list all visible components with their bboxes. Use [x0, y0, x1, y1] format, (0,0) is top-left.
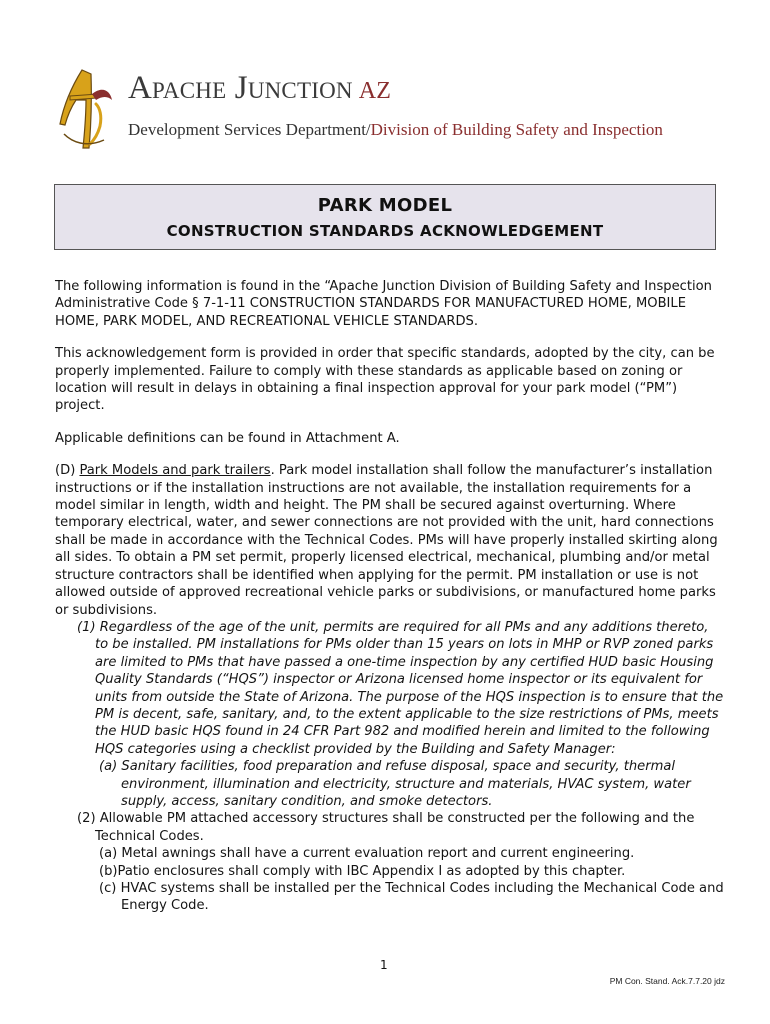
section-d-prefix: (D)	[55, 463, 80, 479]
item-2b: (b)Patio enclosures shall comply with IBC Appendix I as adopted by this chapter.	[99, 863, 626, 879]
org-name	[128, 70, 391, 107]
document-title: PARK MODEL	[317, 195, 453, 216]
item-2: (2) Allowable PM attached accessory structures shall be constructed per the following and the Technical Codes.	[77, 811, 695, 844]
item-1: (1) Regardless of the age of the unit, permits are required for all PMs and any additions thereto, to be installed. PM installations for PMs older than 15 years on lots in MHP or RVP zoned parks are limited to PMs that have passed a one-time inspection by any certified HUD basic Housing Quality Standards (“HQS”) inspector or Arizona licensed home inspector or its equivalent for units from outside the State of Arizona. The purpose of the HQS inspection is to ensure that the PM is decent, safe, sanitary, and, to the extent applicable to the size restrictions of PMs, meets the HUD basic HQS found in 24 CFR Part 982 and modified herein and limited to the following HQS categories using a checklist provided by the Building and Safety Manager:	[77, 619, 724, 757]
section-d-text: . Park model installation shall follow the manufacturer’s installation instructions or if the installation instructions are not available, the installation requirements for a model similar in length, width and height. The PM shall be secured against overturning. Where temporary electrical, water, and sewer connections are not provided with the unit, hard connections shall be made in accordance with the Technical Codes. PMs will have properly installed skirting along all sides. To obtain a PM set permit, properly licensed electrical, mechanical, plumbing and/or metal structure contractors shall be identified when applying for the permit. PM installation or use is not allowed outside of approved recreational vehicle parks or subdivisions, or manufactured home parks or subdivisions.	[55, 463, 718, 618]
document-body	[55, 278, 725, 915]
page-number: 1	[380, 958, 388, 972]
purpose-paragraph: This acknowledgement form is provided in order that specific standards, adopted by the city, can be properly implemented. Failure to comply with these standards as applicable based on zoning or location will result in delays in obtaining a final inspection approval for your park model (“PM”) project.	[55, 346, 715, 414]
footer-reference: PM Con. Stand. Ack.7.7.20 jdz	[609, 976, 725, 986]
section-d-heading: Park Models and park trailers	[79, 463, 271, 479]
division-name: Division of Building Safety and Inspection	[370, 120, 663, 139]
section-d	[55, 462, 725, 619]
apache-junction-logo	[52, 64, 118, 160]
department-name: Development Services Department/	[128, 120, 371, 139]
item-2a: (a) Metal awnings shall have a current evaluation report and current engineering.	[99, 846, 635, 862]
intro-paragraph: The following information is found in the “Apache Junction Division of Building Safety and Inspection Administrative Code § 7-1-11 CONSTRUCTION STANDARDS FOR MANUFACTURED HOME, MOBILE HOME, PARK MODEL, AND RECREATIONAL VEHICLE STANDARDS.	[55, 279, 712, 329]
org-name-text: Apache Junction	[128, 70, 353, 106]
definitions-paragraph: Applicable definitions can be found in Attachment A.	[55, 430, 400, 446]
department-line	[128, 116, 688, 143]
item-1a: (a) Sanitary facilities, food preparation and refuse disposal, space and security, thermal environment, illumination and electricity, structure and materials, HVAC system, water supply, access, sanitary condition, and smoke detectors.	[99, 759, 691, 809]
title-box	[54, 184, 716, 250]
org-state: AZ	[358, 78, 392, 104]
document-subtitle: CONSTRUCTION STANDARDS ACKNOWLEDGEMENT	[166, 222, 604, 240]
item-2c: (c) HVAC systems shall be installed per the Technical Codes including the Mechanical Code and Energy Code.	[99, 881, 724, 914]
